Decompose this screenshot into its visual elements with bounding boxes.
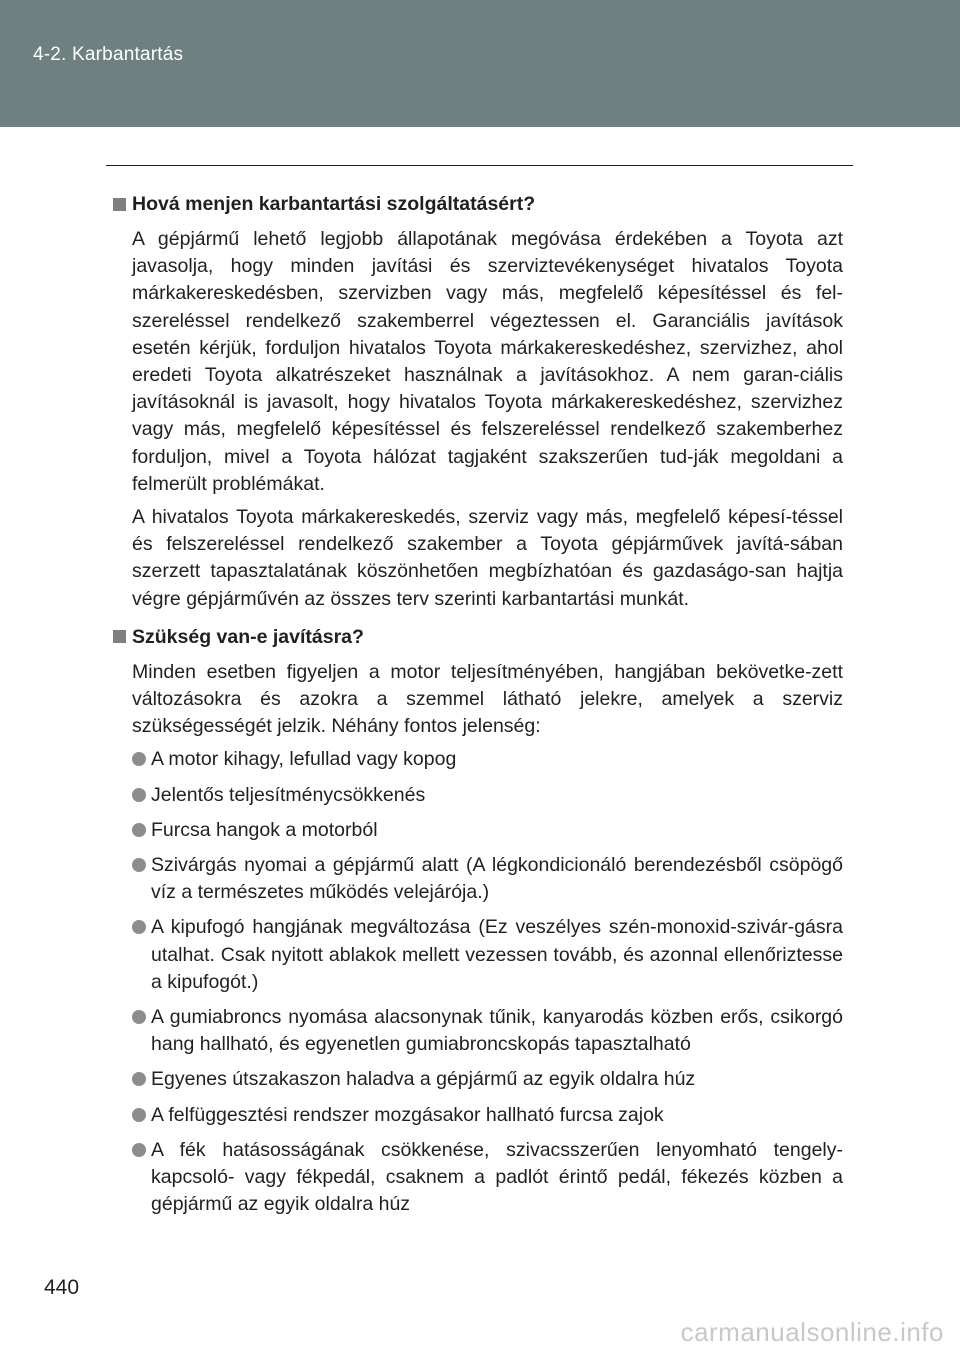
- list-item: [132, 782, 843, 809]
- section-title: 4-2. Karbantartás: [33, 44, 184, 65]
- list-item: [132, 1102, 843, 1129]
- list-item: [132, 1066, 843, 1093]
- circle-bullet-icon: [132, 1072, 146, 1086]
- list-item-text: A gumiabroncs nyomása alacsonynak tűnik, kanyarodás közben erős, csikorgó hang hallható, és egyenetlen gumiabroncskopás tapasztalható: [151, 1006, 843, 1056]
- list-item: [132, 746, 843, 773]
- square-bullet-icon: [113, 630, 126, 643]
- header-band: [0, 0, 960, 127]
- symptom-list: [113, 746, 843, 1218]
- circle-bullet-icon: [132, 823, 146, 837]
- list-item-text: A kipufogó hangjának megváltozása (Ez veszélyes szén-monoxid-szivár-gásra utalhat. Csak nyitott ablakok mellett vezessen tovább, és azonnal ellenőriztesse a kipufogót.): [151, 916, 843, 993]
- heading-text: Hová menjen karbantartási szolgáltatásért?: [132, 193, 536, 215]
- paragraph: A gépjármű lehető legjobb állapotának megóvása érdekében a Toyota azt javasolja, hogy minden javítási és szerviztevékenységet hivatalos Toyota márkakereskedésben, szervizben vagy más, megfelelő képesítéssel és fel-szereléssel rendelkező szakemberrel végeztessen el. Garanciális javítások esetén kérjük, forduljon hivatalos Toyota márkakereskedéshez, szervizhez, ahol eredeti Toyota alkatrészeket használnak a javításokhoz. A nem garan-ciális javításoknál is javasolt, hogy hivatalos Toyota márkakereskedéshez, szervizhez vagy más, megfelelő képesítéssel és felszereléssel rendelkező szakemberhez forduljon, mivel a Toyota hálózat tagjaként szakszerűen tud-ják megoldani a felmerült problémákat.: [132, 228, 843, 495]
- circle-bullet-icon: [132, 1010, 146, 1024]
- circle-bullet-icon: [132, 1108, 146, 1122]
- circle-bullet-icon: [132, 788, 146, 802]
- list-item-text: Szivárgás nyomai a gépjármű alatt (A légkondicionáló berendezésből csöpögő víz a természetes működés velejárója.): [151, 854, 843, 904]
- list-item: [132, 1004, 843, 1058]
- list-item-text: A motor kihagy, lefullad vagy kopog: [151, 748, 457, 771]
- circle-bullet-icon: [132, 858, 146, 872]
- list-item-text: A fék hatásosságának csökkenése, szivacsszerűen lenyomható tengely-kapcsoló- vagy fékpedál, csaknem a padlót érintő pedál, fékezés közben a gépjármű az egyik oldalra húz: [151, 1138, 843, 1216]
- square-bullet-icon: [113, 198, 126, 211]
- list-item-text: Jelentős teljesítménycsökkenés: [151, 783, 426, 806]
- watermark: carmanualsonline.info: [680, 1317, 944, 1347]
- circle-bullet-icon: [132, 920, 146, 934]
- list-item-text: Furcsa hangok a motorból: [151, 818, 378, 841]
- circle-bullet-icon: [132, 752, 146, 766]
- circle-bullet-icon: [132, 1143, 146, 1157]
- list-item: [132, 852, 843, 906]
- heading-text: Szükség van-e javításra?: [132, 625, 364, 648]
- list-item: [132, 817, 843, 844]
- page-content: [113, 190, 843, 1227]
- section-heading-repair-needed: [113, 623, 843, 651]
- paragraph: Minden esetben figyeljen a motor teljesítményében, hangjában bekövetke-zett változásokra és azokra a szemmel látható jelekre, amelyek a szerviz szükségességét jelzik. Néhány fontos jelenség:: [132, 660, 843, 738]
- list-item: [132, 914, 843, 996]
- paragraph: A hivatalos Toyota márkakereskedés, szerviz vagy más, megfelelő képesí-téssel és felszereléssel rendelkező szakember a Toyota gépjárművek javítá-sában szerzett tapasztalatának köszönhetően megbízhatóan és gazdaságo-san hajtja végre gépjárművén az összes terv szerinti karbantartási munkát.: [132, 506, 843, 610]
- list-item: [132, 1137, 843, 1219]
- top-divider: [106, 165, 853, 166]
- page-number: 440: [44, 1276, 80, 1299]
- list-item-text: Egyenes útszakaszon haladva a gépjármű az egyik oldalra húz: [151, 1068, 696, 1091]
- list-item-text: A felfüggesztési rendszer mozgásakor hallható furcsa zajok: [151, 1103, 664, 1126]
- section-heading-maintenance-service: [113, 190, 843, 218]
